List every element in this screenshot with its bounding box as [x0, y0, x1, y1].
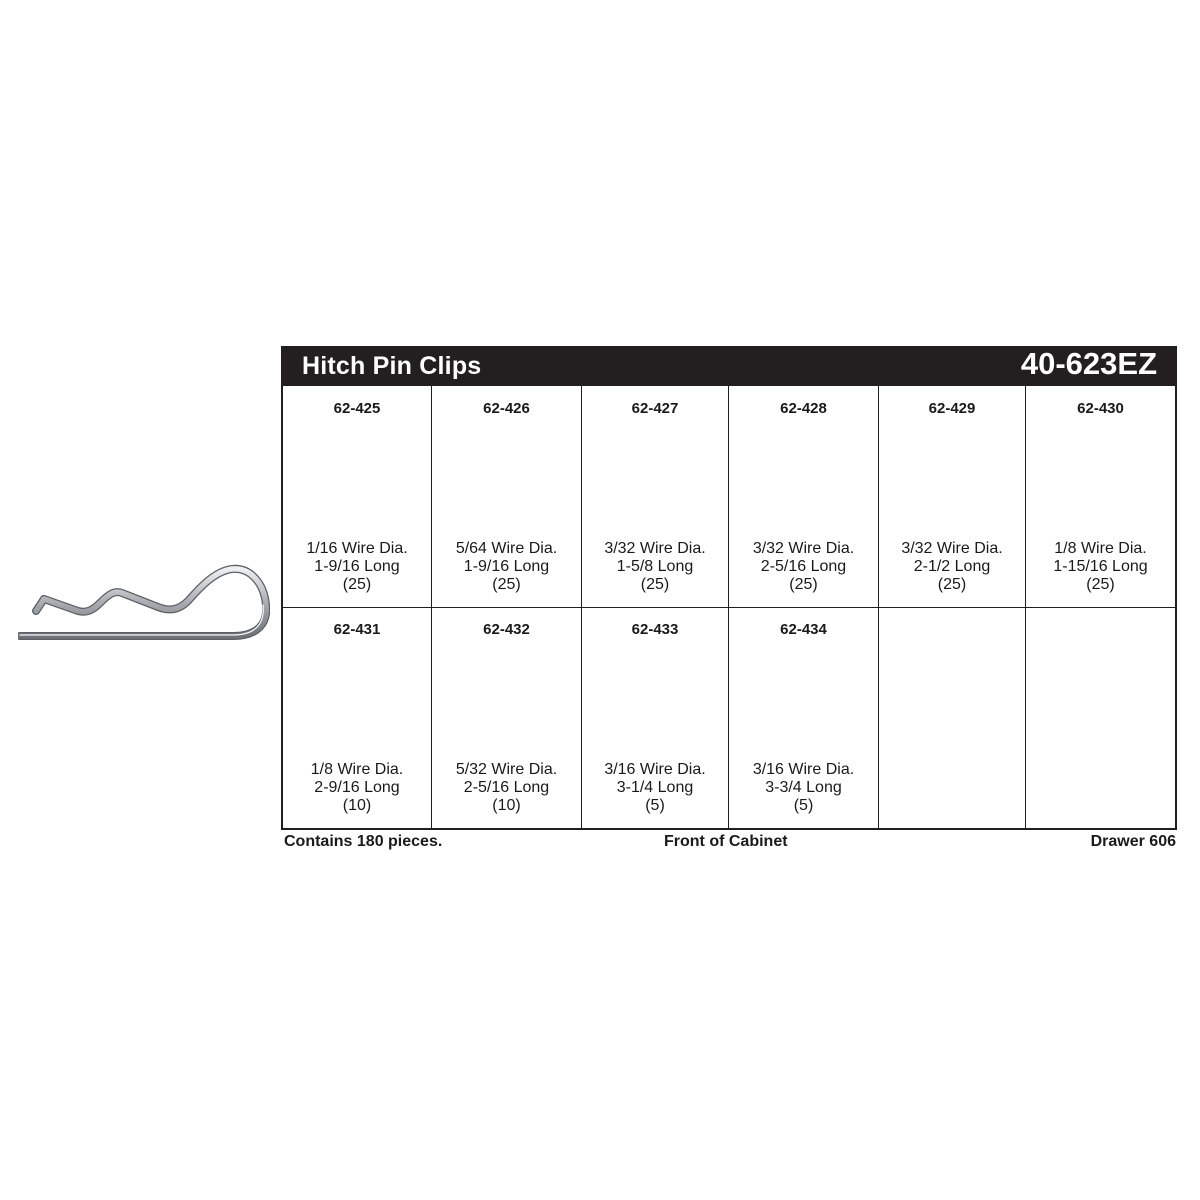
wire-diameter: 3/32 Wire Dia.: [604, 540, 706, 557]
clip-length: 2-1/2 Long: [913, 558, 991, 575]
quantity: (25): [342, 576, 372, 593]
wire-diameter: 5/64 Wire Dia.: [455, 540, 558, 557]
wire-diameter: 3/32 Wire Dia.: [752, 540, 855, 557]
quantity: (25): [937, 576, 967, 593]
part-description: [432, 761, 581, 815]
quantity: (25): [1086, 576, 1115, 593]
quantity: (5): [645, 797, 665, 814]
quantity: (10): [342, 797, 372, 814]
compartment: [1026, 607, 1175, 828]
clip-length: 1-9/16 Long: [314, 558, 400, 575]
compartment: [432, 607, 582, 828]
part-number: 62-432: [483, 621, 530, 638]
kit-number: 40-623EZ: [1020, 346, 1157, 381]
part-description: [283, 540, 431, 594]
quantity: (25): [492, 576, 521, 593]
part-description: [283, 761, 431, 815]
part-number: 62-431: [333, 621, 381, 638]
compartment-grid: [281, 386, 1177, 830]
compartment: [729, 607, 879, 828]
drawer-number: Drawer 606: [1090, 833, 1176, 850]
part-description: [729, 540, 878, 594]
cabinet-location: Front of Cabinet: [664, 833, 788, 850]
wire-diameter: 1/8 Wire Dia.: [1054, 540, 1147, 557]
hitch-pin-clip-image: [18, 555, 270, 655]
piece-count: Contains 180 pieces.: [284, 833, 443, 850]
part-number: 62-426: [483, 400, 530, 417]
assortment-chart: [281, 346, 1177, 830]
quantity: (25): [789, 576, 818, 593]
part-number: 62-429: [928, 400, 976, 417]
clip-length: 2-9/16 Long: [314, 779, 400, 796]
clip-length: 1-15/16 Long: [1053, 558, 1148, 575]
compartment: [582, 607, 729, 828]
part-number: 62-433: [631, 621, 679, 638]
compartment: [1026, 386, 1175, 608]
clip-length: 3-1/4 Long: [616, 779, 694, 796]
part-description: [729, 761, 878, 815]
wire-diameter: 3/32 Wire Dia.: [901, 540, 1003, 557]
part-description: [582, 540, 728, 594]
part-description: [1026, 540, 1175, 594]
part-description: [432, 540, 581, 594]
compartment: [879, 386, 1026, 608]
wire-diameter: 3/16 Wire Dia.: [752, 761, 855, 778]
quantity: (10): [492, 797, 521, 814]
clip-length: 1-5/8 Long: [616, 558, 694, 575]
wire-diameter: 1/16 Wire Dia.: [306, 540, 408, 557]
compartment: [283, 607, 432, 828]
wire-diameter: 3/16 Wire Dia.: [604, 761, 706, 778]
part-number: 62-434: [780, 621, 827, 638]
clip-length: 3-3/4 Long: [765, 779, 842, 796]
clip-length: 1-9/16 Long: [463, 558, 550, 575]
clip-length: 2-5/16 Long: [760, 558, 847, 575]
compartment: [432, 386, 582, 608]
quantity: (25): [640, 576, 670, 593]
kit-title: Hitch Pin Clips: [302, 352, 482, 380]
part-description: [582, 761, 728, 815]
clip-length: 2-5/16 Long: [463, 779, 550, 796]
part-number: 62-430: [1077, 400, 1124, 417]
compartment: [283, 386, 432, 608]
part-number: 62-425: [333, 400, 381, 417]
wire-diameter: 1/8 Wire Dia.: [310, 761, 404, 778]
compartment: [879, 607, 1026, 828]
compartment: [582, 386, 729, 608]
chart-header: [281, 346, 1177, 386]
quantity: (5): [793, 797, 814, 814]
part-number: 62-428: [780, 400, 827, 417]
part-description: [879, 540, 1025, 594]
part-number: 62-427: [631, 400, 679, 417]
wire-diameter: 5/32 Wire Dia.: [455, 761, 558, 778]
compartment: [729, 386, 879, 608]
